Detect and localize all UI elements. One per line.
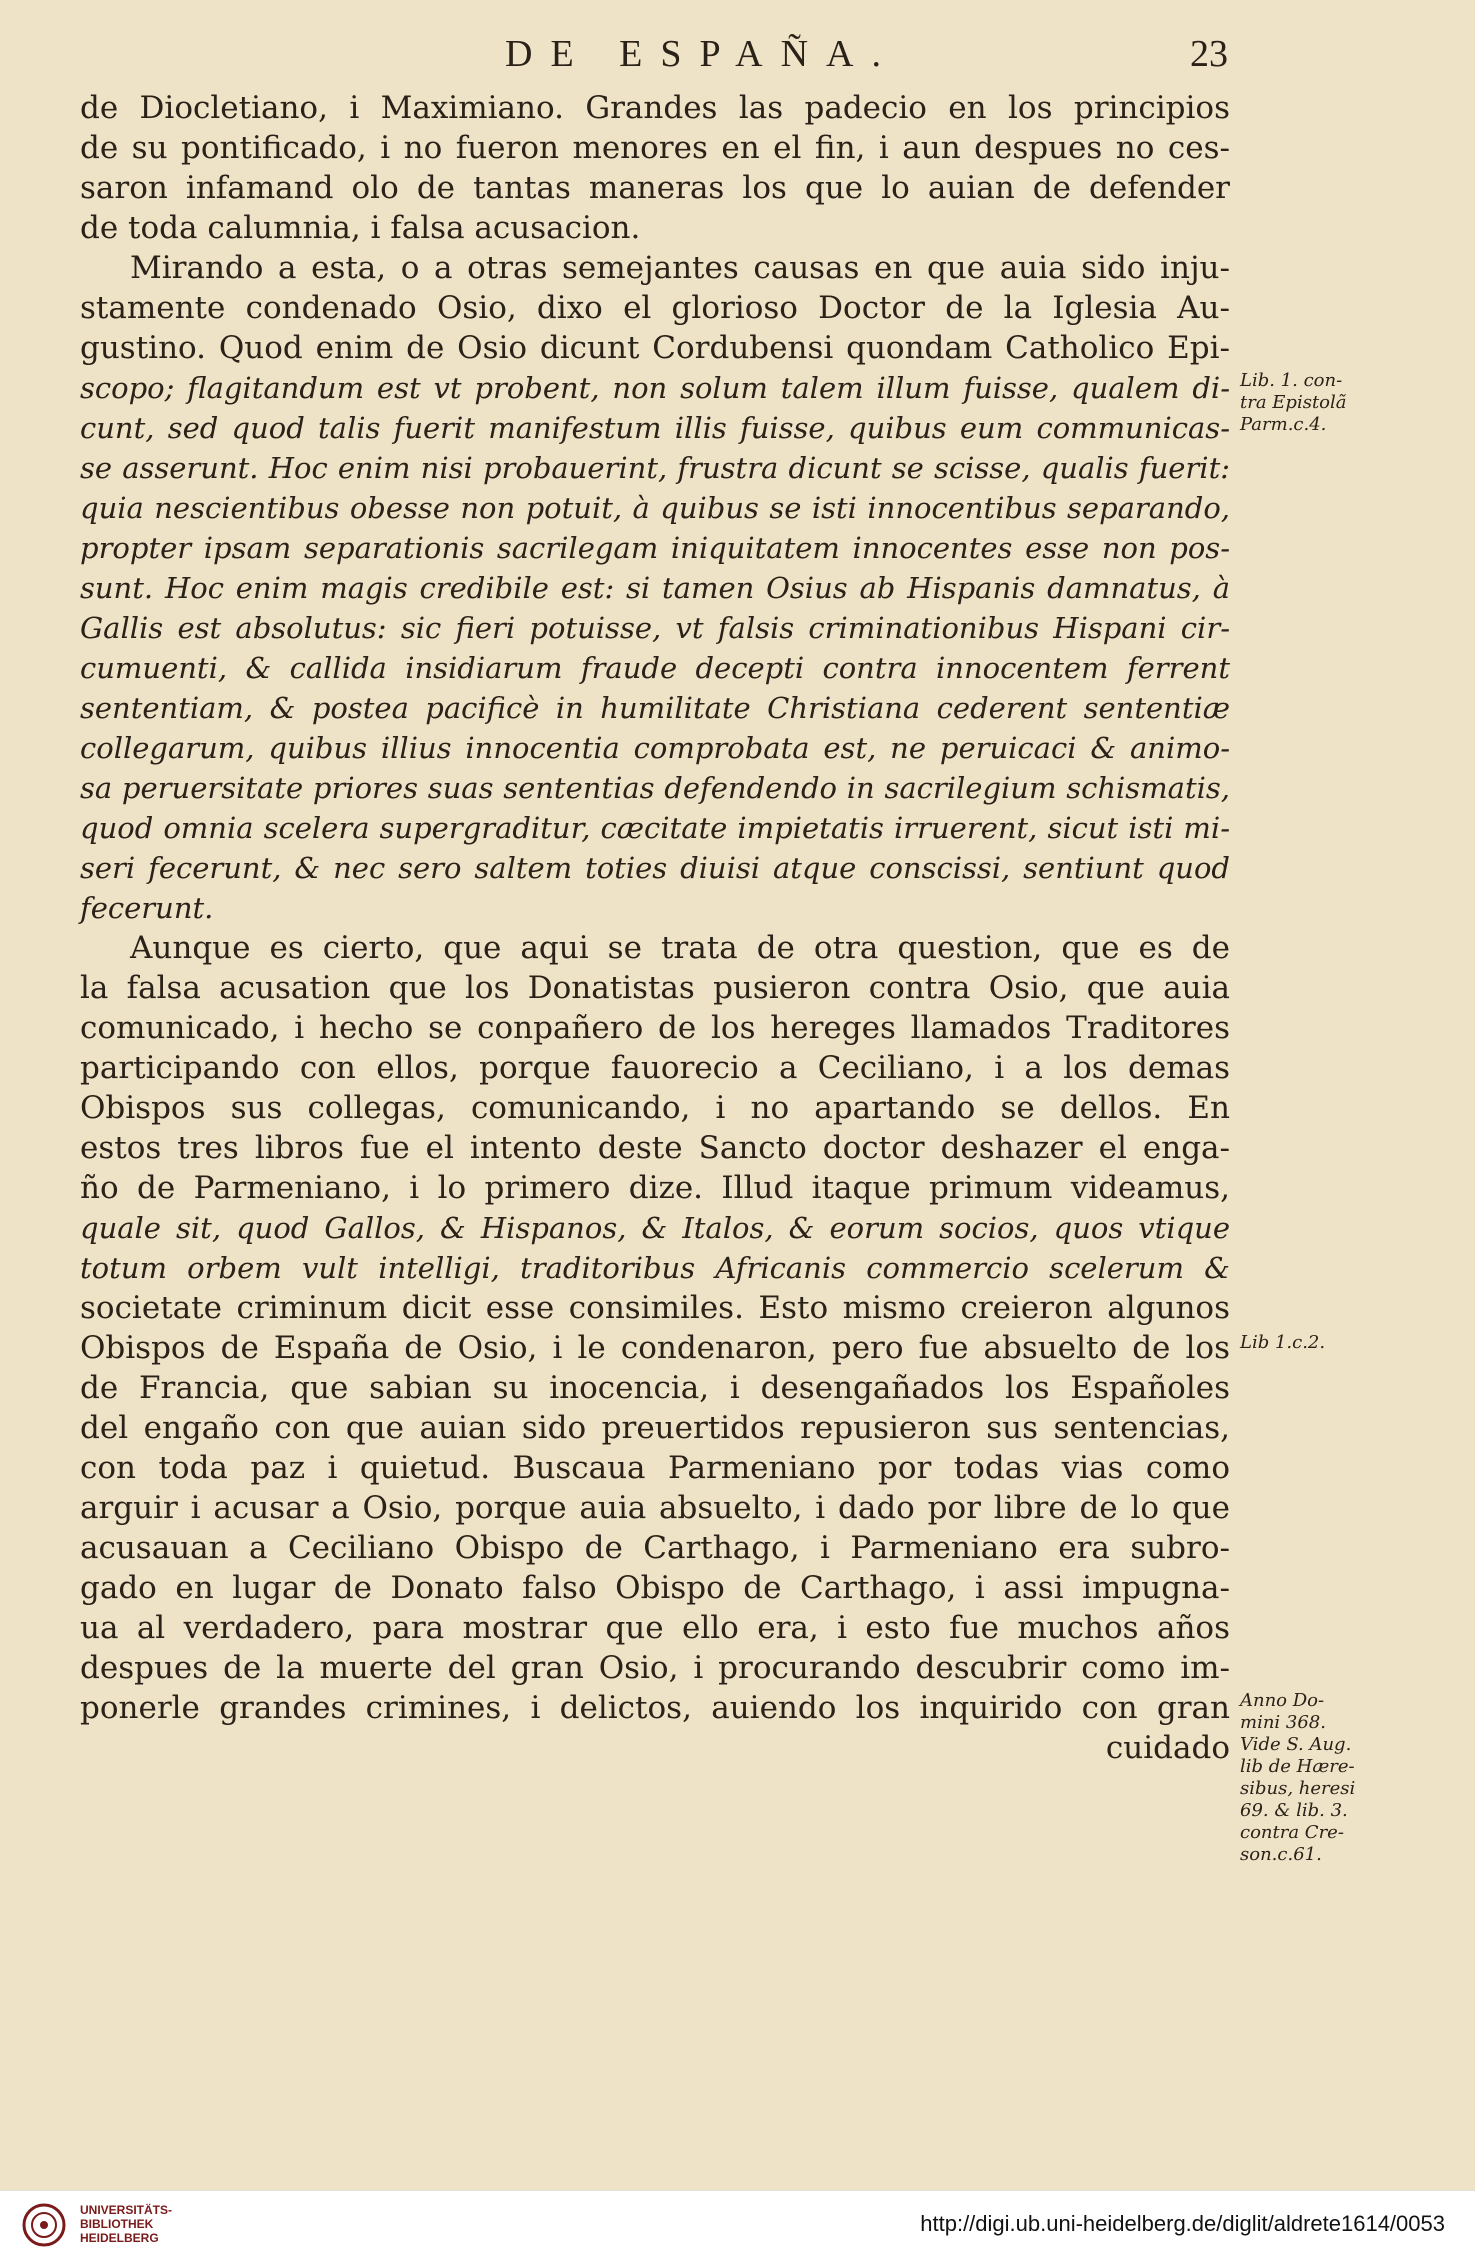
text-line: de Diocletiano, i Maximiano. Grandes las padecio en los principios (80, 90, 1230, 126)
margin-note: son.c.61. (1240, 1844, 1322, 1865)
margin-note: Lib 1.c.2. (1240, 1332, 1326, 1353)
text-line: quod omnia scelera supergraditur, cæcitate impietatis irruerent, sicut isti mi- (80, 811, 1230, 845)
text-line: ponerle grandes crimines, i delictos, auiendo los inquirido con gran (80, 1690, 1230, 1726)
margin-note-group (1240, 370, 1400, 436)
text-line: del engaño con que auian sido preuertidos repusieron sus sentencias, (80, 1410, 1230, 1446)
text-line: Aunque es cierto, que aqui se trata de otra question, que es de (130, 930, 1230, 966)
margin-note: contra Cre- (1240, 1822, 1344, 1843)
text-line: sententiam, & postea pacificè in humilitate Christiana cederent sententiæ (80, 691, 1230, 725)
margin-note: mini 368. (1240, 1712, 1326, 1733)
catchword: cuidado (1105, 1730, 1230, 1766)
text-line: propter ipsam separationis sacrilegam iniquitatem innocentes esse non pos- (80, 531, 1230, 565)
running-title: DE ESPAÑA. (505, 33, 899, 75)
text-line: quia nescientibus obesse non potuit, à quibus se isti innocentibus separando, (80, 491, 1230, 525)
text-line: sunt. Hoc enim magis credibile est: si tamen Osius ab Hispanis damnatus, à (80, 571, 1230, 605)
margin-note: tra Epistolã (1240, 392, 1347, 413)
margin-note-group (1240, 1690, 1400, 1866)
margin-note: Vide S. Aug. (1240, 1734, 1352, 1755)
page-number: 23 (1190, 33, 1228, 75)
text-line: Mirando a esta, o a otras semejantes causas en que auia sido inju- (130, 250, 1230, 286)
text-line: participando con ellos, porque fauorecio a Ceciliano, i a los demas (80, 1050, 1230, 1086)
text-line: societate criminum dicit esse consimiles. Esto mismo creieron algunos (80, 1290, 1230, 1326)
text-line: arguir i acusar a Osio, porque auia absuelto, i dado por libre de lo que (80, 1490, 1230, 1526)
text-line: estos tres libros fue el intento deste Sancto doctor deshazer el enga- (80, 1130, 1230, 1166)
text-line: la falsa acusation que los Donatistas pusieron contra Osio, que auia (80, 970, 1230, 1006)
page-header (0, 28, 1475, 78)
text-line: ño de Parmeniano, i lo primero dize. Illud itaque primum videamus, (80, 1170, 1230, 1206)
text-line: comunicado, i hecho se conpañero de los hereges llamados Traditores (80, 1010, 1230, 1046)
text-line: scopo; flagitandum est vt probent, non solum talem illum fuisse, qualem di- (80, 371, 1230, 405)
body-text (80, 88, 1230, 1768)
margin-note-group (1240, 1332, 1400, 1354)
text-line: saron infamand olo de tantas maneras los que lo auian de defender (80, 170, 1230, 206)
text-line: gustino. Quod enim de Osio dicunt Cordubensi quondam Catholico Epi- (80, 330, 1230, 366)
text-line: quale sit, quod Gallos, & Hispanos, & Italos, & eorum socios, quos vtique (80, 1211, 1230, 1245)
text-line: con toda paz i quietud. Buscaua Parmeniano por todas vias como (80, 1450, 1230, 1486)
university-seal-icon (22, 2203, 66, 2247)
text-line: Obispos de España de Osio, i le condenaron, pero fue absuelto de los (80, 1330, 1230, 1366)
text-line: se asserunt. Hoc enim nisi probauerint, frustra dicunt se scisse, qualis fuerit: (80, 451, 1230, 485)
text-line: acusauan a Ceciliano Obispo de Carthago, i Parmeniano era subro- (80, 1530, 1230, 1566)
text-line: collegarum, quibus illius innocentia comprobata est, ne peruicaci & animo- (80, 731, 1230, 765)
margin-note: sibus, heresi (1240, 1778, 1356, 1799)
permalink-url[interactable]: http://digi.ub.uni-heidelberg.de/diglit/aldrete1614/0053 (920, 2211, 1445, 2236)
text-line: de Francia, que sabian su inocencia, i desengañados los Españoles (80, 1370, 1230, 1406)
text-line: ua al verdadero, para mostrar que ello era, i esto fue muchos años (80, 1610, 1230, 1646)
text-line: Gallis est absolutus: sic fieri potuisse, vt falsis criminationibus Hispani cir- (80, 611, 1230, 645)
text-line: totum orbem vult intelligi, traditoribus Africanis commercio scelerum & (80, 1251, 1230, 1285)
margin-note: Parm.c.4. (1240, 414, 1327, 435)
text-line: seri fecerunt, & nec sero saltem toties diuisi atque conscissi, sentiunt quod (80, 851, 1230, 885)
text-line: de su pontificado, i no fueron menores en el fin, i aun despues no ces- (80, 130, 1230, 166)
margin-note: 69. & lib. 3. (1240, 1800, 1348, 1821)
library-name: UNIVERSITÄTS- BIBLIOTHEK HEIDELBERG (80, 2203, 173, 2245)
text-line: despues de la muerte del gran Osio, i procurando descubrir como im- (80, 1650, 1230, 1686)
margin-note: lib de Hære- (1240, 1756, 1355, 1777)
text-line: Obispos sus collegas, comunicando, i no apartando se dellos. En (80, 1090, 1230, 1126)
viewer-footer (0, 2190, 1475, 2256)
margin-note: Lib. 1. con- (1240, 370, 1343, 391)
text-line: cunt, sed quod talis fuerit manifestum illis fuisse, quibus eum communicas- (80, 411, 1230, 445)
text-line: fecerunt. (80, 891, 214, 925)
text-line: stamente condenado Osio, dixo el glorioso Doctor de la Iglesia Au- (80, 290, 1230, 326)
text-line: sa peruersitate priores suas sententias defendendo in sacrilegium schismatis, (80, 771, 1230, 805)
text-line: gado en lugar de Donato falso Obispo de Carthago, i assi impugna- (80, 1570, 1230, 1606)
margin-note: Anno Do- (1240, 1690, 1325, 1711)
text-line: cumuenti, & callida insidiarum fraude decepti contra innocentem ferrent (80, 651, 1230, 685)
text-line: de toda calumnia, i falsa acusacion. (80, 210, 641, 246)
